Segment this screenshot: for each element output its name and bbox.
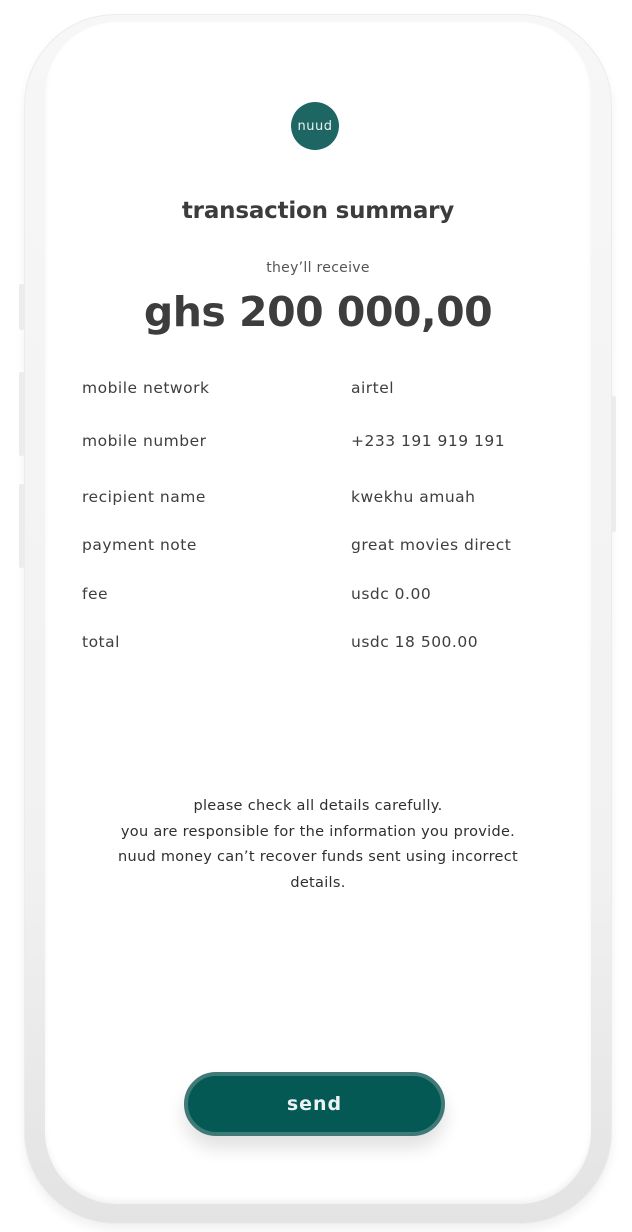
detail-label: mobile network <box>82 379 210 397</box>
notice-line: please check all details carefully. <box>193 798 443 814</box>
phone-power-button <box>611 396 616 532</box>
detail-label: total <box>82 633 120 651</box>
phone-volume-up-button <box>19 372 24 456</box>
nuud-logo <box>291 102 339 150</box>
receive-amount: ghs 200 000,00 <box>143 288 493 336</box>
detail-value: great movies direct <box>351 536 512 554</box>
detail-label: recipient name <box>82 488 206 506</box>
detail-row-mobile-number <box>82 432 562 456</box>
detail-value: airtel <box>351 379 395 397</box>
screen <box>45 22 591 1204</box>
detail-value: +233 191 919 191 <box>351 432 506 450</box>
disclaimer-notice <box>65 794 571 896</box>
notice-line: nuud money can’t recover funds sent using incorrect <box>118 849 518 865</box>
detail-label: fee <box>82 585 109 603</box>
page-title: transaction summary <box>181 198 455 224</box>
detail-row-mobile-network <box>82 379 562 403</box>
detail-label: payment note <box>82 536 197 554</box>
detail-row-payment-note <box>82 536 562 560</box>
phone-mute-switch <box>19 284 24 330</box>
send-button-label: send <box>286 1093 343 1115</box>
detail-value: usdc 0.00 <box>351 585 432 603</box>
detail-row-total <box>82 633 562 657</box>
notice-line: details. <box>290 874 346 891</box>
detail-value: usdc 18 500.00 <box>351 633 479 651</box>
detail-row-recipient-name <box>82 488 562 512</box>
detail-label: mobile number <box>82 432 207 450</box>
send-button[interactable] <box>184 1072 445 1136</box>
detail-row-fee <box>82 585 562 609</box>
phone-volume-down-button <box>19 484 24 568</box>
receive-label: they’ll receive <box>266 260 370 276</box>
notice-line: you are responsible for the information you provide. <box>120 823 516 840</box>
detail-value: kwekhu amuah <box>351 488 476 506</box>
logo-text: nuud <box>297 118 333 134</box>
